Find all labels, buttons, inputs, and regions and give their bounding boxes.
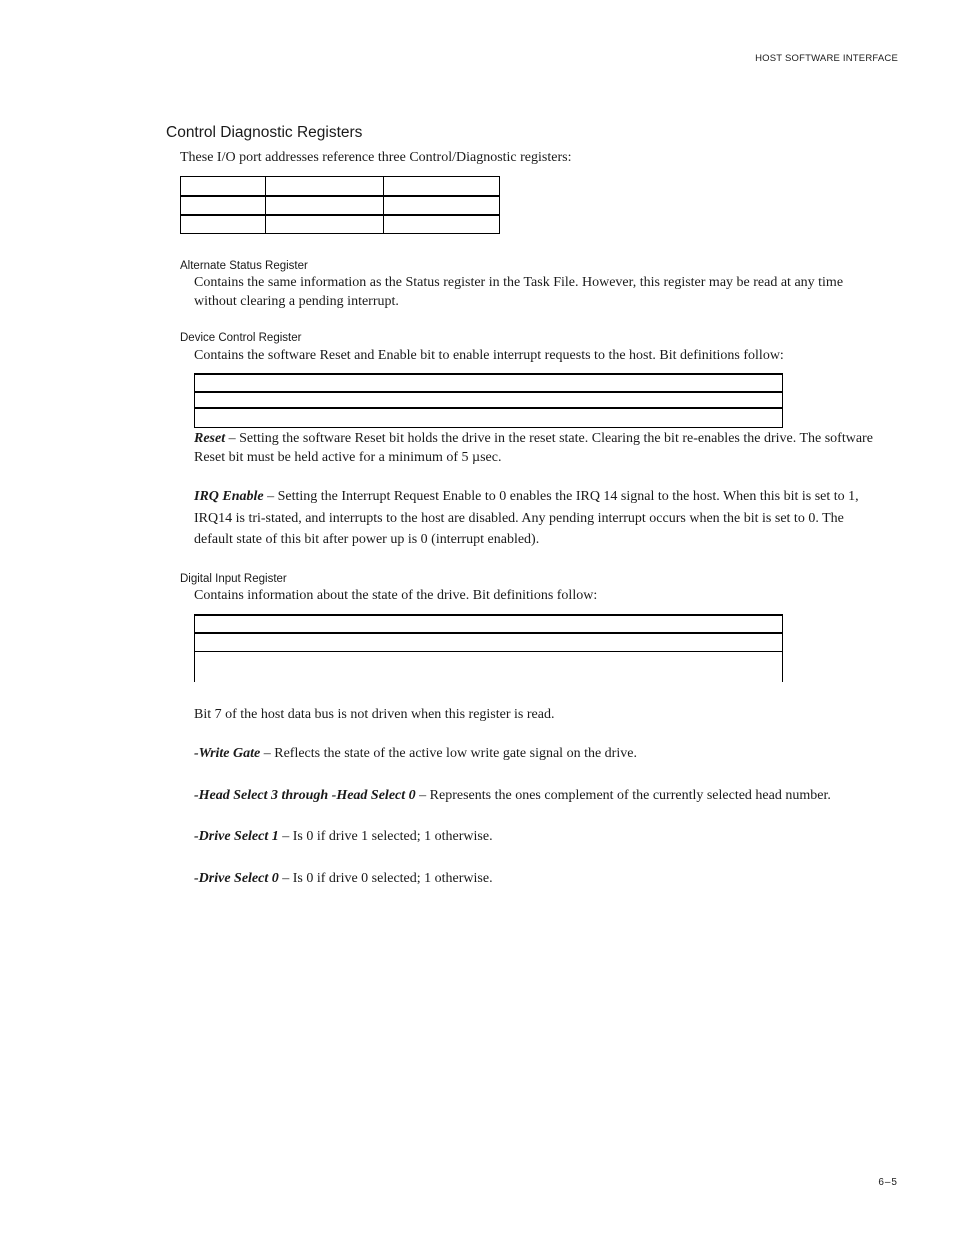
device-control-heading: Device Control Register xyxy=(180,332,302,344)
write-gate-term: -Write Gate xyxy=(194,746,261,761)
page-number: 6–5 xyxy=(878,1177,898,1188)
drive-select-0-text: – Is 0 if drive 0 selected; 1 otherwise. xyxy=(278,871,493,886)
table-column-divider xyxy=(265,177,266,233)
digital-input-body: Contains information about the state of the drive. Bit definitions follow: xyxy=(194,588,598,603)
drive-select-0-term: -Drive Select 0 xyxy=(194,871,279,886)
reset-definition xyxy=(194,429,874,467)
digital-input-bit-table xyxy=(194,614,783,682)
device-control-body: Contains the software Reset and Enable bit to enable interrupt requests to the host. Bit definitions follow: xyxy=(194,348,784,363)
drive-select-0-definition xyxy=(194,869,874,888)
drive-select-1-term: -Drive Select 1 xyxy=(194,829,279,844)
write-gate-text: – Reflects the state of the active low write gate signal on the drive. xyxy=(260,746,637,761)
device-control-bit-table xyxy=(194,373,783,428)
head-select-definition xyxy=(194,786,874,805)
alternate-status-body: Contains the same information as the Status register in the Task File. However, this register may be read at any time without clearing a pending interrupt. xyxy=(194,275,844,309)
table-row-divider xyxy=(195,632,782,634)
bit7-note: Bit 7 of the host data bus is not driven when this register is read. xyxy=(194,707,555,722)
table-row-divider xyxy=(181,214,499,216)
alternate-status-heading: Alternate Status Register xyxy=(180,260,308,272)
table-row-divider xyxy=(181,195,499,197)
section-title: Control Diagnostic Registers xyxy=(166,124,363,141)
table-row-divider xyxy=(195,651,782,652)
irq-enable-text: – Setting the Interrupt Request Enable to 0 enables the IRQ 14 signal to the host. When this bit is set to 1, IRQ14 is tri-stated, and interrupts to the host are disabled. Any pending interrupt occurs when the bit is set to 0. The default state of this bit after power up is 0 (interrupt enabled). xyxy=(194,489,859,547)
table-column-divider xyxy=(383,177,384,233)
irq-enable-definition xyxy=(194,486,874,551)
write-gate-definition xyxy=(194,744,874,763)
table-row-divider xyxy=(195,407,782,409)
reset-text: – Setting the software Reset bit holds the drive in the reset state. Clearing the bit re-enables the drive. The software Reset bit must be held active for a minimum of 5 µsec. xyxy=(194,431,873,465)
head-select-text: – Represents the ones complement of the currently selected head number. xyxy=(415,788,831,803)
register-address-table xyxy=(180,176,500,234)
running-head: HOST SOFTWARE INTERFACE xyxy=(755,53,898,64)
table-row-divider xyxy=(195,391,782,393)
head-select-term: -Head Select 3 through -Head Select 0 xyxy=(194,788,416,803)
drive-select-1-definition xyxy=(194,827,874,846)
drive-select-1-text: – Is 0 if drive 1 selected; 1 otherwise. xyxy=(278,829,493,844)
section-intro: These I/O port addresses reference three Control/Diagnostic registers: xyxy=(180,150,572,165)
digital-input-heading: Digital Input Register xyxy=(180,573,287,585)
irq-enable-term: IRQ Enable xyxy=(194,489,264,504)
reset-term: Reset xyxy=(194,431,226,446)
